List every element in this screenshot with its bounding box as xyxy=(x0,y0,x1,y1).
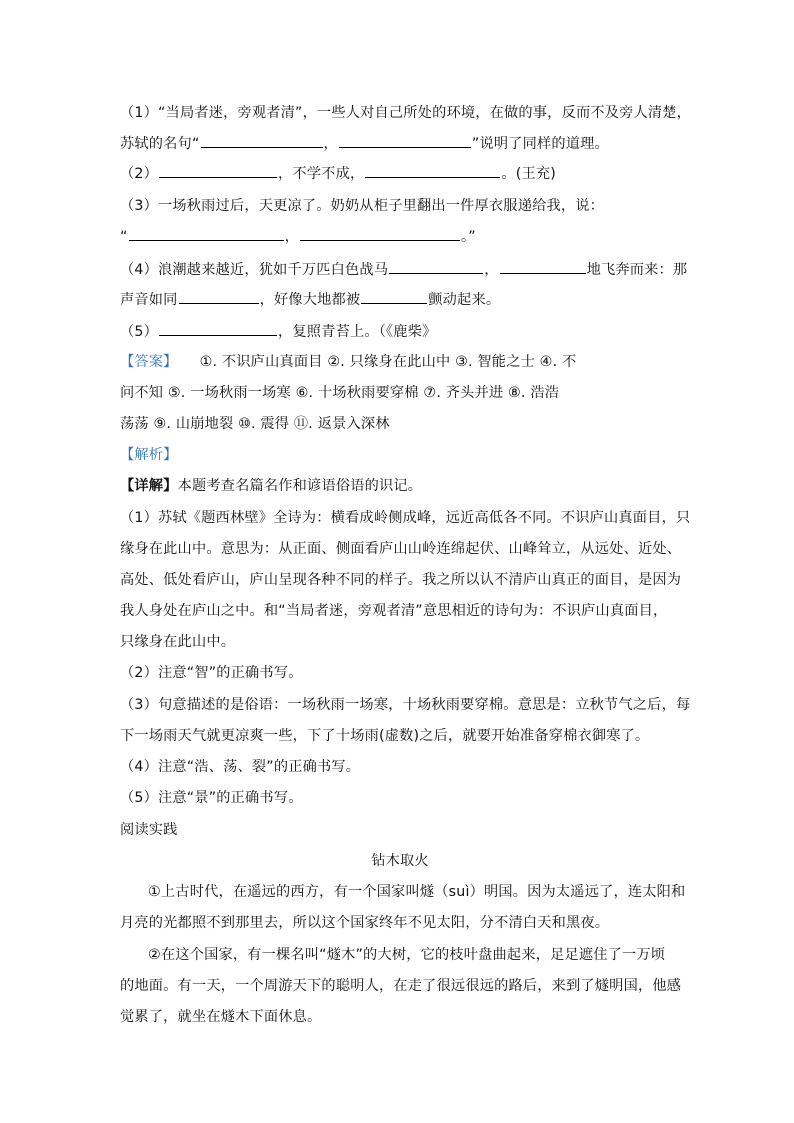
reading-text: 的地面。有一天，一个周游天下的聪明人，在走了很远很远的路后，来到了燧明国，他感 xyxy=(120,978,682,994)
blank-1[interactable] xyxy=(201,133,323,148)
answer-line2 xyxy=(120,383,680,403)
blank-8[interactable] xyxy=(500,259,586,274)
q1-line2 xyxy=(120,133,680,154)
analysis-text: （3）句意描述的是俗语：一场秋雨一场寒，十场秋雨要穿棉。意思是：立秋节气之后，每 xyxy=(120,697,691,713)
reading-section xyxy=(120,820,680,840)
blank-6[interactable] xyxy=(300,226,460,241)
blank-2[interactable] xyxy=(339,133,471,148)
answer-line3 xyxy=(120,414,680,434)
answer-text-2: 问不知 ⑤. 一场秋雨一场寒 ⑥. 十场秋雨要穿棉 ⑦. 齐头并进 ⑧. 浩浩 xyxy=(120,385,560,401)
blank-3[interactable] xyxy=(159,163,277,178)
reading-para2-l3 xyxy=(120,1007,680,1027)
analysis-text: 高处、低处看庐山，庐山呈现各种不同的样子。我之所以认不清庐山真正的面目，是因为 xyxy=(120,572,682,588)
q3-line2 xyxy=(120,226,680,247)
q1-text-b: ， xyxy=(323,136,338,152)
analysis-heading xyxy=(120,445,680,465)
detail-text: 本题考查名篇名作和谚语俗语的识记。 xyxy=(177,478,423,494)
q1-text-a: 苏轼的名句“ xyxy=(120,136,200,152)
answer-text-1: ①. 不识庐山真面目 ②. 只缘身在此山中 ③. 智能之士 ④. 不 xyxy=(199,354,577,370)
article-title: 钻木取火 xyxy=(371,853,429,869)
q3-text: （3）一场秋雨过后，天更凉了。奶奶从柜子里翻出一件厚衣服递给我，说： xyxy=(120,198,605,214)
blank-5[interactable] xyxy=(129,226,284,241)
analysis-p5 xyxy=(120,788,680,808)
reading-title xyxy=(120,851,680,871)
answer-text-3: 荡荡 ⑨. 山崩地裂 ⑩. 震得 ⑪. 返景入深林 xyxy=(120,416,390,432)
blank-11[interactable] xyxy=(159,321,277,336)
q1-line1 xyxy=(120,103,692,123)
analysis-text: （2）注意“智”的正确书写。 xyxy=(120,665,303,681)
section-title: 阅读实践 xyxy=(120,822,178,838)
answer-line1 xyxy=(120,352,680,372)
analysis-p2 xyxy=(120,663,680,683)
analysis-text: 我人身处在庐山之中。和“当局者迷，旁观者清”意思相近的诗句为：不识庐山真面目， xyxy=(120,603,668,619)
blank-4[interactable] xyxy=(365,163,500,178)
analysis-text: （1）苏轼《题西林壁》全诗为：横看成岭侧成峰，远近高低各不同。不识庐山真面目，只 xyxy=(120,510,691,526)
analysis-p3-l1 xyxy=(120,695,691,715)
q2-text-b: ，不学不成， xyxy=(278,166,365,182)
q3-text-c: 。” xyxy=(460,229,476,245)
q4-text-b: ， xyxy=(484,262,499,278)
analysis-p1-l1 xyxy=(120,508,691,528)
reading-text: ②在这个国家，有一棵名叫“燧木”的大树，它的枝叶盘曲起来，足足遮住了一万顷 xyxy=(148,947,666,963)
q3-text-b: ， xyxy=(284,229,299,245)
q4-line1 xyxy=(120,259,688,280)
reading-text: 月亮的光都照不到那里去，所以这个国家终年不见太阳，分不清白天和黑夜。 xyxy=(120,915,610,931)
blank-9[interactable] xyxy=(179,289,259,304)
q4-text-c: 地飞奔而来：那 xyxy=(586,262,688,278)
analysis-p1-l5 xyxy=(120,632,680,652)
analysis-p3-l2 xyxy=(120,726,680,746)
analysis-p1-l4 xyxy=(120,601,680,621)
q4-line2 xyxy=(120,289,680,310)
reading-text: ①上古时代，在遥远的西方，有一个国家叫燧（suì）明国。因为太遥远了，连太阳和 xyxy=(148,884,686,900)
q2-text-a: （2） xyxy=(120,166,159,182)
blank-7[interactable] xyxy=(389,259,483,274)
q1-text-c: ”说明了同样的道理。 xyxy=(471,136,609,152)
analysis-p1-l3 xyxy=(120,570,680,590)
q5-text-b: ，复照青苔上。（《鹿柴》 xyxy=(278,324,437,340)
q3-line1 xyxy=(120,196,680,216)
q3-text-a: “ xyxy=(120,229,128,245)
analysis-label: 【解析】 xyxy=(120,447,178,463)
analysis-text: （4）注意“浩、荡、裂”的正确书写。 xyxy=(120,759,361,775)
detail-line xyxy=(120,476,680,496)
reading-para2-l2 xyxy=(120,976,680,996)
q4-text-d: 声音如同 xyxy=(120,292,178,308)
reading-para2-l1 xyxy=(148,945,680,965)
q4-text-e: ，好像大地都被 xyxy=(259,292,361,308)
q5-line xyxy=(120,321,680,342)
analysis-text: 下一场雨天气就更凉爽一些，下了十场雨(虚数)之后，就要开始准备穿棉衣御寒了。 xyxy=(120,728,650,744)
q4-text-f: 颤动起来。 xyxy=(428,292,501,308)
q1-text: （1）“当局者迷，旁观者清”，一些人对自己所处的环境，在做的事，反而不及旁人清楚， xyxy=(120,105,692,121)
analysis-p4 xyxy=(120,757,680,777)
reading-para1-l1 xyxy=(148,882,686,902)
detail-label: 【详解】 xyxy=(120,478,178,494)
q2-line xyxy=(120,163,680,184)
reading-para1-l2 xyxy=(120,913,680,933)
analysis-p1-l2 xyxy=(120,539,680,559)
analysis-text: （5）注意“景”的正确书写。 xyxy=(120,790,303,806)
answer-label: 【答案】 xyxy=(120,354,178,370)
q5-text-a: （5） xyxy=(120,324,159,340)
q2-text-c: 。(王充) xyxy=(501,166,556,182)
blank-10[interactable] xyxy=(361,289,427,304)
q4-text-a: （4）浪潮越来越近，犹如千万匹白色战马 xyxy=(120,262,389,278)
analysis-text: 缘身在此山中。意思为：从正面、侧面看庐山山岭连绵起伏、山峰耸立，从远处、近处、 xyxy=(120,541,682,557)
reading-text: 觉累了，就坐在燧木下面休息。 xyxy=(120,1009,322,1025)
analysis-text: 只缘身在此山中。 xyxy=(120,634,236,650)
